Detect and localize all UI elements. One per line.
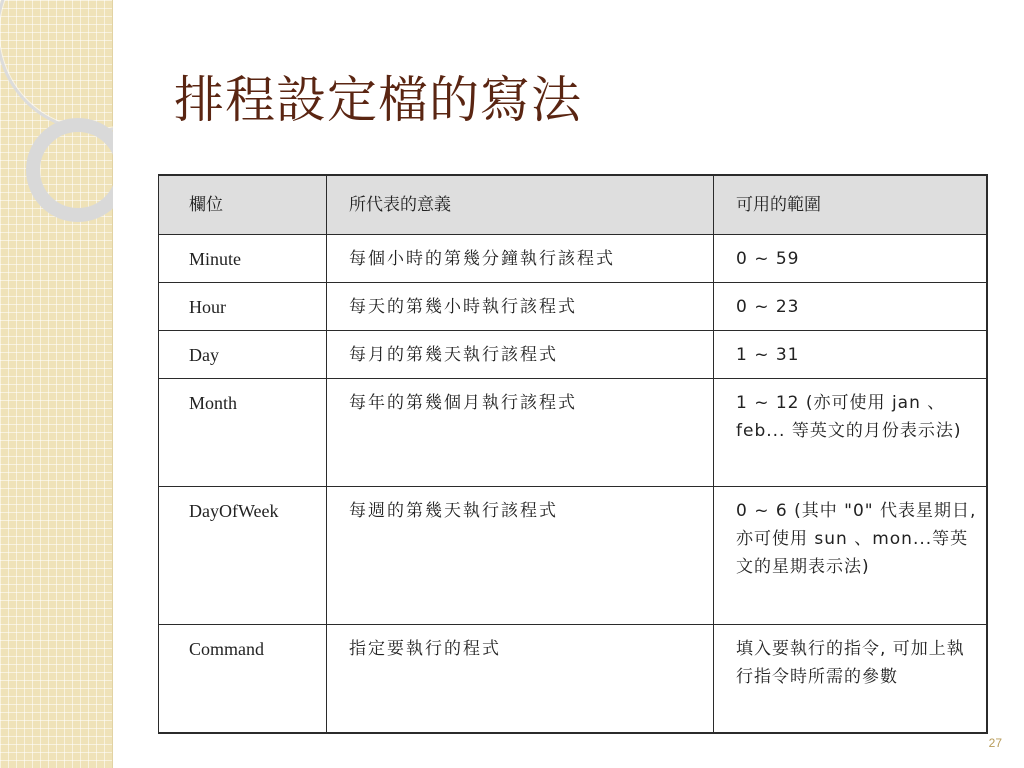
table-header-row — [159, 175, 987, 235]
range-cell: 0 ~ 23 — [714, 283, 987, 331]
page-number: 27 — [988, 736, 1002, 750]
crontab-fields-table — [158, 174, 988, 734]
meaning-cell: 每個小時的第幾分鐘執行該程式 — [327, 235, 714, 283]
range-cell: 1 ~ 12 (亦可使用 jan 、feb... 等英文的月份表示法) — [714, 379, 987, 487]
range-cell: 填入要執行的指令, 可加上執行指令時所需的參數 — [714, 625, 987, 733]
header-field: 欄位 — [159, 175, 327, 235]
header-range: 可用的範圍 — [714, 175, 987, 235]
meaning-cell: 每週的第幾天執行該程式 — [327, 487, 714, 625]
table-row — [159, 235, 987, 283]
meaning-cell: 每月的第幾天執行該程式 — [327, 331, 714, 379]
field-cell: Day — [159, 331, 327, 379]
field-cell: Minute — [159, 235, 327, 283]
table-row — [159, 331, 987, 379]
field-cell: DayOfWeek — [159, 487, 327, 625]
field-cell: Hour — [159, 283, 327, 331]
slide-title: 排程設定檔的寫法 — [174, 71, 582, 129]
table-row — [159, 379, 987, 487]
meaning-cell: 每天的第幾小時執行該程式 — [327, 283, 714, 331]
range-cell: 0 ~ 6 (其中 "0" 代表星期日, 亦可使用 sun 、mon...等英文的星期表示法) — [714, 487, 987, 625]
meaning-cell: 每年的第幾個月執行該程式 — [327, 379, 714, 487]
range-cell: 0 ~ 59 — [714, 235, 987, 283]
meaning-cell: 指定要執行的程式 — [327, 625, 714, 733]
header-meaning: 所代表的意義 — [327, 175, 714, 235]
table-row — [159, 625, 987, 733]
table-row — [159, 487, 987, 625]
field-cell: Month — [159, 379, 327, 487]
range-cell: 1 ~ 31 — [714, 331, 987, 379]
field-cell: Command — [159, 625, 327, 733]
table-row — [159, 283, 987, 331]
